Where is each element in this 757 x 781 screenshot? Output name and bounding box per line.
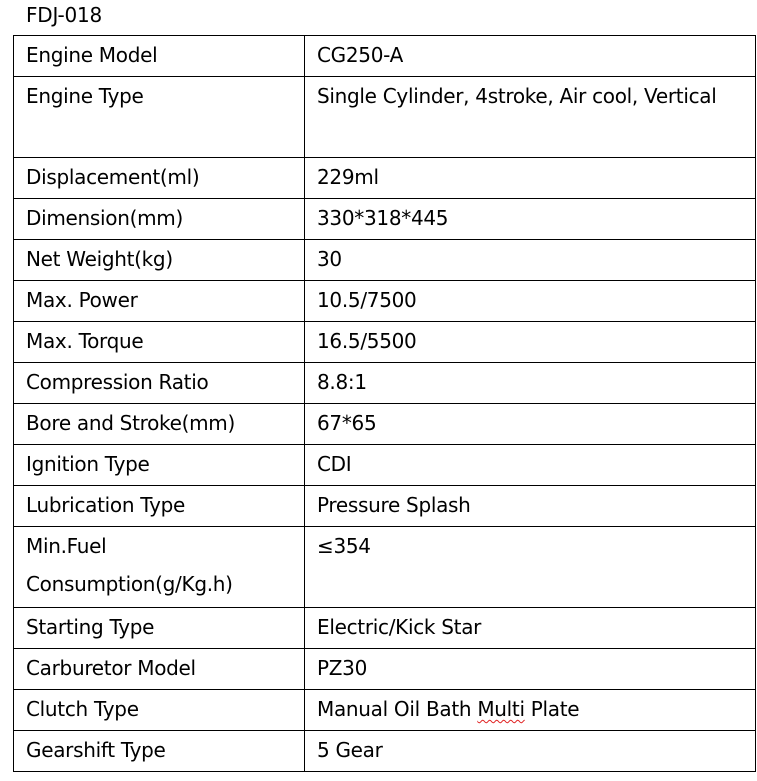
spec-value-engine-type: Single Cylinder, 4stroke, Air cool, Vertical: [305, 77, 756, 158]
spec-value-displacement: 229ml: [305, 158, 756, 199]
spec-label-engine-model: Engine Model: [14, 36, 305, 77]
spec-label-dimension: Dimension(mm): [14, 199, 305, 240]
table-row: [14, 445, 756, 486]
spec-value-max-power: 10.5/7500: [305, 281, 756, 322]
document-title: FDJ-018: [26, 3, 103, 27]
spec-value-ignition-type: CDI: [305, 445, 756, 486]
table-row: [14, 281, 756, 322]
spec-table: [13, 35, 756, 772]
spec-value-starting-type: Electric/Kick Star: [305, 608, 756, 649]
table-row: [14, 158, 756, 199]
spec-label-engine-type: Engine Type: [14, 77, 305, 158]
spec-label-min-fuel-consumption: Min.Fuel Consumption(g/Kg.h): [14, 527, 305, 608]
spec-label-max-torque: Max. Torque: [14, 322, 305, 363]
spec-label-compression-ratio: Compression Ratio: [14, 363, 305, 404]
spec-value-carburetor-model: PZ30: [305, 649, 756, 690]
clutch-text-part: Plate: [524, 697, 580, 721]
table-row: [14, 404, 756, 445]
spec-value-compression-ratio: 8.8:1: [305, 363, 756, 404]
spellcheck-underlined-word[interactable]: Multi: [477, 697, 525, 721]
spec-label-lubrication-type: Lubrication Type: [14, 486, 305, 527]
spec-label-displacement: Displacement(ml): [14, 158, 305, 199]
spec-value-bore-and-stroke: 67*65: [305, 404, 756, 445]
clutch-text-part: Manual Oil Bath: [317, 697, 478, 721]
spec-label-bore-and-stroke: Bore and Stroke(mm): [14, 404, 305, 445]
spec-label-starting-type: Starting Type: [14, 608, 305, 649]
spec-value-lubrication-type: Pressure Splash: [305, 486, 756, 527]
spec-value-engine-model: CG250-A: [305, 36, 756, 77]
table-row: [14, 36, 756, 77]
table-row: [14, 649, 756, 690]
spec-value-gearshift-type: 5 Gear: [305, 731, 756, 772]
spec-label-max-power: Max. Power: [14, 281, 305, 322]
spec-label-carburetor-model: Carburetor Model: [14, 649, 305, 690]
spec-value-max-torque: 16.5/5500: [305, 322, 756, 363]
spec-label-clutch-type: Clutch Type: [14, 690, 305, 731]
spec-label-gearshift-type: Gearshift Type: [14, 731, 305, 772]
spec-value-net-weight: 30: [305, 240, 756, 281]
table-row: [14, 690, 756, 731]
table-row: [14, 240, 756, 281]
table-row: [14, 322, 756, 363]
table-row: [14, 77, 756, 158]
spec-value-clutch-type: [305, 690, 756, 731]
table-row: [14, 486, 756, 527]
table-row: [14, 527, 756, 608]
table-row: [14, 608, 756, 649]
table-row: [14, 363, 756, 404]
spec-label-ignition-type: Ignition Type: [14, 445, 305, 486]
spec-value-dimension: 330*318*445: [305, 199, 756, 240]
spec-value-min-fuel-consumption: ≤354: [305, 527, 756, 608]
spec-label-net-weight: Net Weight(kg): [14, 240, 305, 281]
table-row: [14, 199, 756, 240]
table-row: [14, 731, 756, 772]
